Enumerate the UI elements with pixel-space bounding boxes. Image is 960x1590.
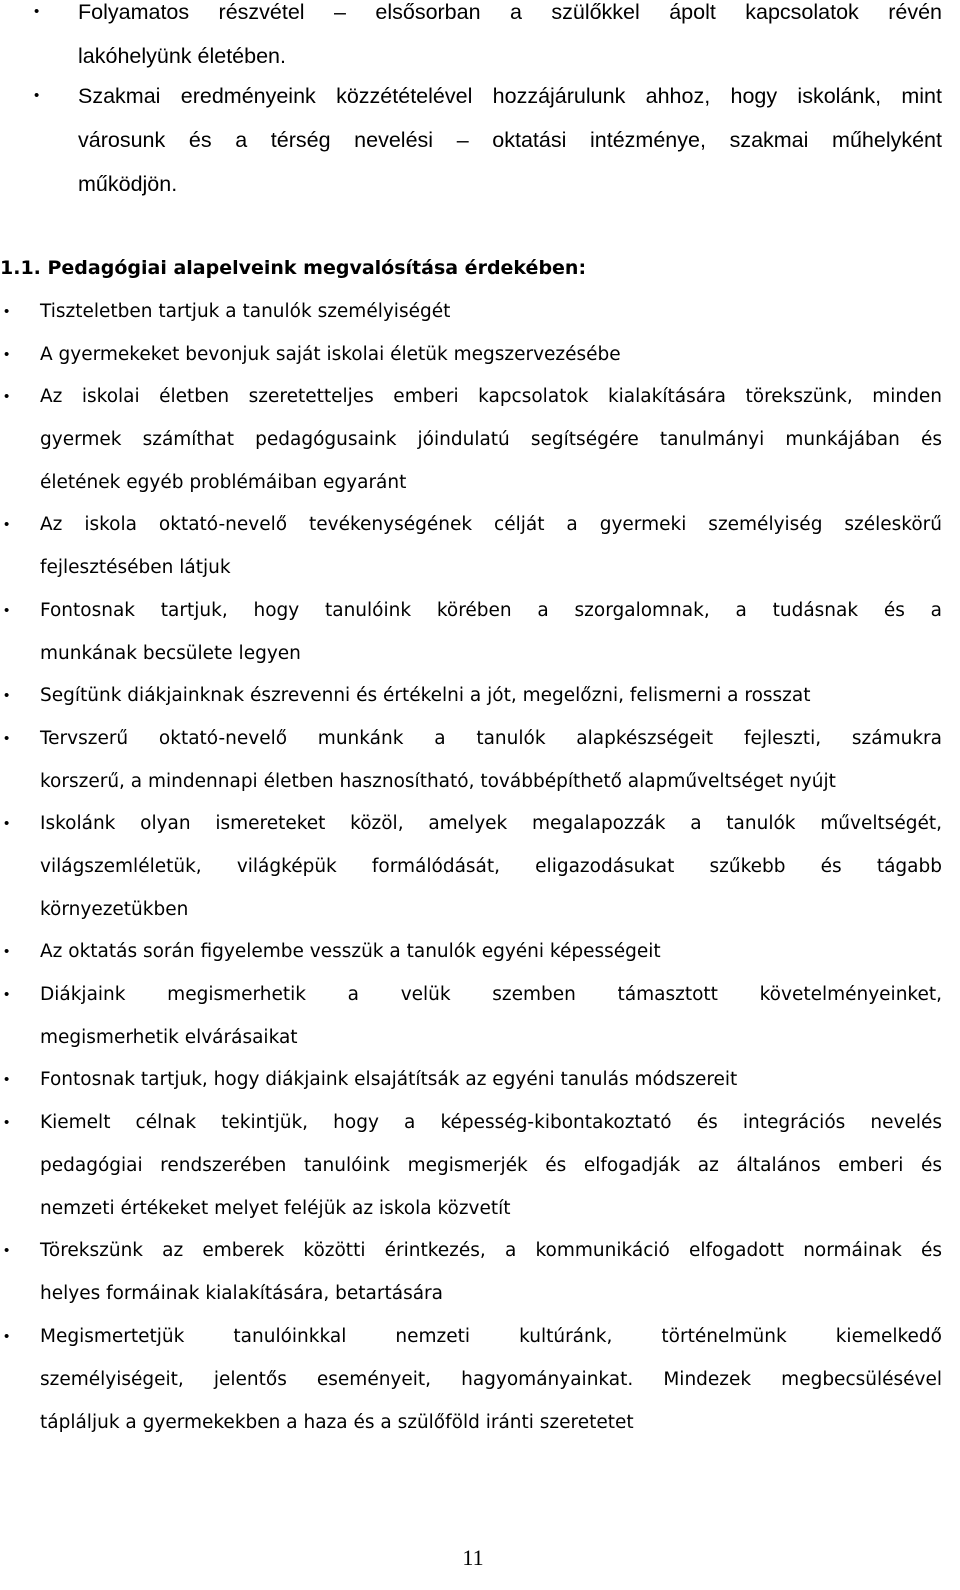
bullet-icon: • [4,730,10,747]
list-item-line: városunk és a térség nevelési – oktatási intézménye, szakmai műhelyként [78,128,942,152]
list-item-line: megismerhetik elvárásaikat [40,1027,298,1048]
list-item-line: életének egyéb problémáiban egyaránt [40,472,407,493]
list-item-line: pedagógiai rendszerében tanulóink megismerjék és elfogadják az általános emberi és [40,1155,942,1176]
bullet-icon: • [4,815,10,832]
list-item-line: Az iskola oktató-nevelő tevékenységének célját a gyermeki személyiség széleskörű [40,514,942,535]
list-item-line: munkának becsülete legyen [40,643,301,664]
bullet-icon: • [4,303,10,320]
list-item-line: Fontosnak tartjuk, hogy tanulóink körében a szorgalomnak, a tudásnak és a [40,600,942,621]
bullet-icon: • [4,602,10,619]
list-item-line: gyermek számíthat pedagógusaink jóindulatú segítségére tanulmányi munkájában és [40,429,942,450]
list-item-line: tápláljuk a gyermekekben a haza és a szülőföld iránti szeretetet [40,1412,634,1433]
list-item-line: Megismertetjük tanulóinkkal nemzeti kultúránk, történelmünk kiemelkedő [40,1326,942,1347]
page-number: 11 [462,1545,484,1570]
list-item-line: környezetükben [40,899,189,920]
bullet-icon: • [34,3,40,20]
list-item-line: fejlesztésében látjuk [40,557,231,578]
list-item-line: A gyermekeket bevonjuk saját iskolai életük megszervezésébe [40,344,621,365]
bullet-icon: • [4,516,10,533]
list-item-line: Tiszteletben tartjuk a tanulók személyiségét [40,301,451,322]
list-item-line: lakóhelyünk életében. [78,44,286,68]
list-item-line: Szakmai eredményeink közzétételével hozzájárulunk ahhoz, hogy iskolánk, mint [78,84,942,108]
bullet-icon: • [4,1071,10,1088]
list-item-line: korszerű, a mindennapi életben hasznosítható, továbbépíthető alapműveltséget nyújt [40,771,836,792]
list-item-line: Tervszerű oktató-nevelő munkánk a tanulók alapkészségeit fejleszti, számukra [40,728,942,749]
list-item-line: Fontosnak tartjuk, hogy diákjaink elsajátítsák az egyéni tanulás módszereit [40,1069,738,1090]
bullet-icon: • [4,1242,10,1259]
bullet-icon: • [4,986,10,1003]
bullet-icon: • [4,687,10,704]
list-item-line: Folyamatos részvétel – elsősorban a szülőkkel ápolt kapcsolatok révén [78,0,942,24]
list-item-line: Kiemelt célnak tekintjük, hogy a képesség-kibontakoztató és integrációs nevelés [40,1112,942,1133]
bullet-icon: • [34,87,40,104]
list-item-line: személyiségeit, jelentős eseményeit, hagyományainkat. Mindezek megbecsülésével [40,1369,942,1390]
list-item-line: Diákjaink megismerhetik a velük szemben támasztott követelményeinket, [40,984,942,1005]
list-item-line: működjön. [78,172,178,196]
list-item-line: helyes formáinak kialakítására, betartására [40,1283,443,1304]
list-item-line: nemzeti értékeket melyet feléjük az iskola közvetít [40,1198,511,1219]
bullet-icon: • [4,1114,10,1131]
list-item-line: Az iskolai életben szeretetteljes emberi kapcsolatok kialakítására törekszünk, minden [40,386,942,407]
section-heading: 1.1. Pedagógiai alapelveink megvalósítása érdekében: [0,257,587,279]
bullet-icon: • [4,388,10,405]
bullet-icon: • [4,346,10,363]
list-item-line: világszemléletük, világképük formálódását, eligazodásukat szűkebb és tágabb [40,856,942,877]
list-item-line: Iskolánk olyan ismereteket közöl, amelyek megalapozzák a tanulók műveltségét, [40,813,942,834]
bullet-icon: • [4,1328,10,1345]
list-item-line: Törekszünk az emberek közötti érintkezés, a kommunikáció elfogadott normáinak és [40,1240,942,1261]
bullet-icon: • [4,943,10,960]
list-item-line: Az oktatás során figyelembe vesszük a tanulók egyéni képességeit [40,941,661,962]
list-item-line: Segítünk diákjainknak észrevenni és értékelni a jót, megelőzni, felismerni a rosszat [40,685,811,706]
